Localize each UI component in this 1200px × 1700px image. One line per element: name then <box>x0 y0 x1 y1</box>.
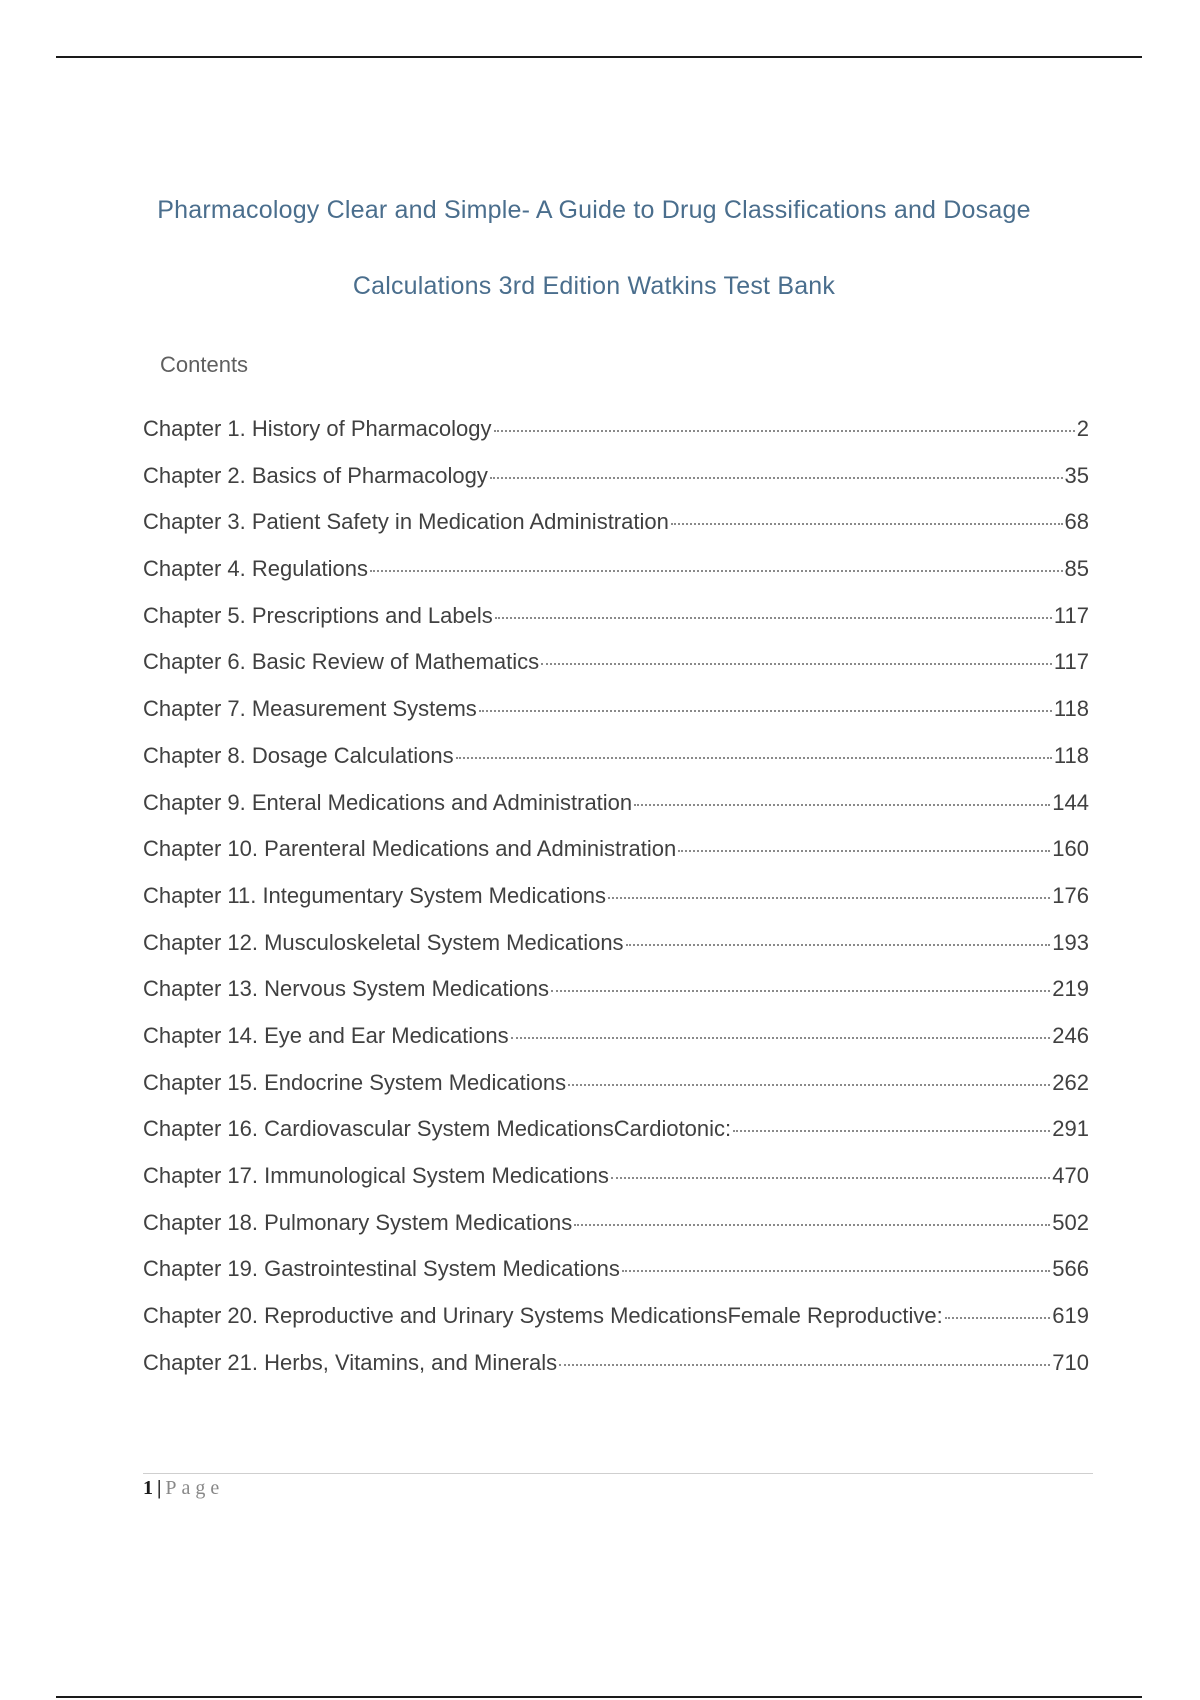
toc-entry[interactable] <box>143 1350 1089 1397</box>
toc-entry-label: Chapter 11. Integumentary System Medications <box>143 882 607 908</box>
toc-entry[interactable] <box>143 603 1089 650</box>
toc-entry-label: Chapter 4. Regulations <box>143 556 369 582</box>
table-of-contents <box>143 416 1089 1396</box>
toc-entry[interactable] <box>143 883 1089 930</box>
toc-dot-leader <box>495 617 1052 619</box>
footer-separator: | <box>157 1477 162 1499</box>
toc-entry[interactable] <box>143 1303 1089 1350</box>
toc-entry[interactable] <box>143 976 1089 1023</box>
toc-dot-leader <box>494 430 1075 432</box>
toc-entry[interactable] <box>143 1116 1089 1163</box>
toc-dot-leader <box>551 990 1050 992</box>
toc-entry-label: Chapter 14. Eye and Ear Medications <box>143 1022 509 1048</box>
toc-entry-label: Chapter 18. Pulmonary System Medications <box>143 1209 573 1235</box>
toc-entry-page: 291 <box>1052 1116 1089 1142</box>
toc-dot-leader <box>511 1037 1051 1039</box>
bottom-rule <box>56 1696 1142 1698</box>
toc-entry-label: Chapter 21. Herbs, Vitamins, and Minerals <box>143 1349 558 1375</box>
toc-entry-page: 193 <box>1052 929 1089 955</box>
toc-dot-leader <box>945 1317 1051 1319</box>
page-footer <box>143 1477 224 1500</box>
toc-entry[interactable] <box>143 1070 1089 1117</box>
toc-dot-leader <box>733 1130 1050 1132</box>
toc-dot-leader <box>490 477 1063 479</box>
toc-entry-label: Chapter 16. Cardiovascular System MedicationsCardiotonic: <box>143 1116 732 1142</box>
toc-entry-page: 85 <box>1064 556 1089 582</box>
toc-entry-page: 566 <box>1052 1256 1089 1282</box>
toc-entry[interactable] <box>143 836 1089 883</box>
toc-entry-label: Chapter 15. Endocrine System Medications <box>143 1069 567 1095</box>
toc-entry[interactable] <box>143 930 1089 977</box>
toc-dot-leader <box>678 850 1050 852</box>
toc-entry-page: 246 <box>1052 1022 1089 1048</box>
toc-entry-label: Chapter 9. Enteral Medications and Administration <box>143 789 633 815</box>
toc-entry-label: Chapter 8. Dosage Calculations <box>143 742 454 768</box>
toc-entry-page: 117 <box>1053 649 1089 675</box>
toc-entry[interactable] <box>143 696 1089 743</box>
footer-page-number: 1 <box>143 1477 153 1499</box>
toc-dot-leader <box>568 1084 1050 1086</box>
toc-entry[interactable] <box>143 790 1089 837</box>
toc-dot-leader <box>611 1177 1050 1179</box>
toc-entry[interactable] <box>143 1023 1089 1070</box>
toc-entry[interactable] <box>143 463 1089 510</box>
toc-entry[interactable] <box>143 556 1089 603</box>
toc-dot-leader <box>626 944 1051 946</box>
toc-entry-page: 470 <box>1052 1163 1089 1188</box>
document-title-line-1: Pharmacology Clear and Simple- A Guide to Drug Classifications and Dosage <box>157 196 1031 224</box>
toc-entry-page: 68 <box>1064 509 1089 535</box>
toc-entry-page: 35 <box>1064 462 1089 488</box>
toc-entry-page: 117 <box>1053 602 1089 628</box>
toc-entry-page: 710 <box>1052 1349 1089 1375</box>
toc-entry[interactable] <box>143 416 1089 463</box>
toc-entry-page: 118 <box>1053 742 1089 768</box>
toc-dot-leader <box>671 523 1063 525</box>
toc-dot-leader <box>574 1224 1050 1226</box>
toc-entry-page: 502 <box>1052 1209 1089 1235</box>
toc-entry[interactable] <box>143 649 1089 696</box>
toc-entry-label: Chapter 5. Prescriptions and Labels <box>143 602 493 628</box>
toc-dot-leader <box>634 804 1050 806</box>
toc-entry-label: Chapter 13. Nervous System Medications <box>143 976 549 1002</box>
toc-entry-page: 619 <box>1052 1303 1089 1329</box>
toc-entry-page: 144 <box>1052 789 1089 815</box>
toc-entry-label: Chapter 12. Musculoskeletal System Medications <box>143 929 624 955</box>
toc-dot-leader <box>608 897 1050 899</box>
toc-entry-page: 2 <box>1076 416 1089 441</box>
toc-dot-leader <box>479 710 1052 712</box>
footer-page-word: Page <box>165 1477 225 1499</box>
toc-entry-label: Chapter 2. Basics of Pharmacology <box>143 462 488 488</box>
toc-entry-label: Chapter 1. History of Pharmacology <box>143 416 492 441</box>
toc-entry-label: Chapter 17. Immunological System Medications <box>143 1163 609 1188</box>
header-rule <box>56 56 1142 58</box>
contents-heading: Contents <box>160 352 249 377</box>
toc-dot-leader <box>559 1364 1050 1366</box>
toc-entry-label: Chapter 7. Measurement Systems <box>143 696 477 722</box>
toc-dot-leader <box>370 570 1062 572</box>
toc-entry-label: Chapter 19. Gastrointestinal System Medications <box>143 1256 620 1282</box>
toc-entry[interactable] <box>143 1163 1089 1210</box>
toc-dot-leader <box>541 663 1052 665</box>
toc-entry-page: 118 <box>1053 696 1089 722</box>
toc-entry[interactable] <box>143 1210 1089 1257</box>
toc-entry-label: Chapter 20. Reproductive and Urinary Systems MedicationsFemale Reproductive: <box>143 1303 943 1329</box>
toc-entry[interactable] <box>143 509 1089 556</box>
toc-entry-page: 160 <box>1052 836 1089 862</box>
toc-entry-page: 262 <box>1052 1069 1089 1095</box>
toc-entry-label: Chapter 10. Parenteral Medications and Administration <box>143 836 677 862</box>
toc-entry[interactable] <box>143 743 1089 790</box>
toc-entry-page: 176 <box>1052 882 1089 908</box>
footer-rule <box>143 1473 1093 1474</box>
toc-entry-label: Chapter 6. Basic Review of Mathematics <box>143 649 540 675</box>
toc-entry[interactable] <box>143 1256 1089 1303</box>
document-title-line-2: Calculations 3rd Edition Watkins Test Bank <box>352 272 836 300</box>
toc-dot-leader <box>622 1270 1050 1272</box>
toc-dot-leader <box>456 757 1052 759</box>
toc-entry-label: Chapter 3. Patient Safety in Medication Administration <box>143 509 669 535</box>
toc-entry-page: 219 <box>1052 976 1089 1002</box>
